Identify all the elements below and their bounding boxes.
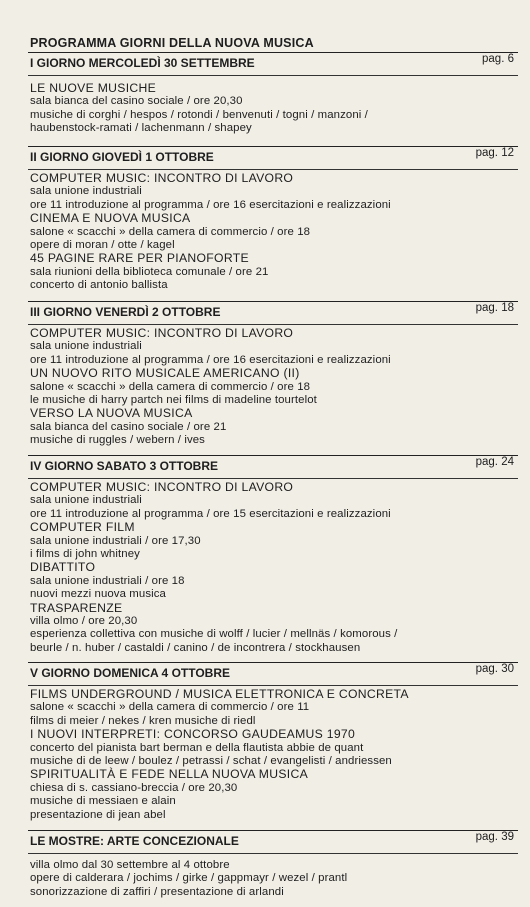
event-detail: musiche di ruggles / webern / ives xyxy=(30,434,205,447)
section-title: I GIORNO MERCOLEDÌ 30 SETTEMBRE xyxy=(30,56,255,70)
event-detail: musiche di de leew / boulez / petrassi / schat / evangelisti / andriessen xyxy=(30,755,392,768)
section-header xyxy=(28,456,518,479)
event-detail: sala unione industriali xyxy=(30,494,142,507)
section-header xyxy=(28,53,518,76)
section-content xyxy=(28,170,518,293)
event-title: SPIRITUALITÀ E FEDE NELLA NUOVA MUSICA xyxy=(30,767,309,782)
event-detail: musiche di messiaen e alain xyxy=(30,795,176,808)
section-title: LE MOSTRE: ARTE CONCEZIONALE xyxy=(30,834,239,848)
event-detail: beurle / n. huber / castaldi / canino / de incontrera / stockhausen xyxy=(30,641,361,654)
section-header xyxy=(28,831,518,854)
event-detail: ore 11 introduzione al programma / ore 16 esercitazioni e realizzazioni xyxy=(30,198,391,211)
event-title: COMPUTER MUSIC: INCONTRO DI LAVORO xyxy=(30,326,294,340)
exhibition-section xyxy=(28,830,518,899)
event-detail: opere di calderara / jochims / girke / gappmayr / wezel / prantl xyxy=(30,872,348,885)
event-title: COMPUTER MUSIC: INCONTRO DI LAVORO xyxy=(30,480,294,494)
event-detail: opere di moran / otte / kagel xyxy=(30,239,175,252)
section-content xyxy=(28,479,518,655)
page-reference: pag. 18 xyxy=(475,302,514,314)
day-section-4 xyxy=(28,455,518,655)
section-title: IV GIORNO SABATO 3 OTTOBRE xyxy=(30,459,219,473)
event-detail: sala unione industriali xyxy=(30,185,142,198)
section-title: III GIORNO VENERDÌ 2 OTTOBRE xyxy=(30,305,221,319)
event-title: COMPUTER FILM xyxy=(30,520,135,535)
event-detail: chiesa di s. cassiano-breccia / ore 20,30 xyxy=(30,781,238,794)
event-detail: musiche di corghi / hespos / rotondi / benvenuti / togni / manzoni / xyxy=(30,108,368,121)
event-detail: haubenstock-ramati / lachenmann / shapey xyxy=(30,122,252,135)
event-detail: sala unione industriali / ore 17,30 xyxy=(30,534,201,547)
page-reference: pag. 30 xyxy=(475,663,514,675)
page-reference: pag. 6 xyxy=(482,53,514,65)
event-detail: le musiche di harry partch nei films di madeline tourtelot xyxy=(30,394,317,407)
event-title: COMPUTER MUSIC: INCONTRO DI LAVORO xyxy=(30,171,294,185)
event-detail: sala unione industriali / ore 18 xyxy=(30,574,185,587)
event-detail: films di meier / nekes / kren musiche di riedl xyxy=(30,714,256,727)
section-content xyxy=(28,686,518,822)
event-detail: ore 11 introduzione al programma / ore 16 esercitazioni e realizzazioni xyxy=(30,353,391,366)
section-content xyxy=(28,76,518,136)
event-detail: salone « scacchi » della camera di commercio / ore 11 xyxy=(30,701,310,714)
event-detail: salone « scacchi » della camera di commercio / ore 18 xyxy=(30,225,311,238)
event-title: DIBATTITO xyxy=(30,560,96,575)
event-title: TRASPARENZE xyxy=(30,600,123,615)
day-section-5 xyxy=(28,662,518,822)
event-detail: ore 11 introduzione al programma / ore 15 esercitazioni e realizzazioni xyxy=(30,507,391,520)
event-detail: sala bianca del casino sociale / ore 20,30 xyxy=(30,95,243,108)
event-title: FILMS UNDERGROUND / MUSICA ELETTRONICA E CONCRETA xyxy=(30,687,409,701)
section-title: II GIORNO GIOVEDÌ 1 OTTOBRE xyxy=(30,150,214,164)
section-header xyxy=(28,147,518,170)
event-detail: sonorizzazione di zaffiri / presentazione di arlandi xyxy=(30,885,284,898)
section-title: V GIORNO DOMENICA 4 OTTOBRE xyxy=(30,666,231,680)
page-reference: pag. 12 xyxy=(475,147,514,159)
event-detail: villa olmo dal 30 settembre al 4 ottobre xyxy=(30,859,230,871)
event-title: VERSO LA NUOVA MUSICA xyxy=(30,406,193,421)
day-section-2 xyxy=(28,146,518,293)
section-header xyxy=(28,302,518,325)
event-title: 45 PAGINE RARE PER PIANOFORTE xyxy=(30,251,249,266)
event-title: LE NUOVE MUSICHE xyxy=(30,81,157,95)
event-detail: concerto di antonio ballista xyxy=(30,279,168,292)
page-title: PROGRAMMA GIORNI DELLA NUOVA MUSICA xyxy=(30,36,314,50)
event-detail: sala riunioni della biblioteca comunale / ore 21 xyxy=(30,265,269,278)
page-reference: pag. 24 xyxy=(475,456,514,468)
event-detail: concerto del pianista bart berman e della flautista abbie de quant xyxy=(30,741,364,754)
page-reference: pag. 39 xyxy=(475,831,514,843)
event-detail: sala unione industriali xyxy=(30,340,142,353)
event-title: CINEMA E NUOVA MUSICA xyxy=(30,211,191,226)
event-detail: esperienza collettiva con musiche di wolff / lucier / mellnäs / komorous / xyxy=(30,628,398,641)
day-section-3 xyxy=(28,301,518,448)
event-title: I NUOVI INTERPRETI: CONCORSO GAUDEAMUS 1970 xyxy=(30,727,356,742)
event-detail: presentazione di jean abel xyxy=(30,808,166,821)
event-title: UN NUOVO RITO MUSICALE AMERICANO (II) xyxy=(30,366,300,381)
day-section-1 xyxy=(28,52,518,136)
event-detail: nuovi mezzi nuova musica xyxy=(30,588,166,601)
section-content xyxy=(28,854,518,899)
section-header xyxy=(28,663,518,686)
event-detail: salone « scacchi » della camera di commercio / ore 18 xyxy=(30,380,311,393)
event-detail: sala bianca del casino sociale / ore 21 xyxy=(30,420,227,433)
section-content xyxy=(28,325,518,448)
event-detail: i films di john whitney xyxy=(30,548,140,561)
event-detail: villa olmo / ore 20,30 xyxy=(30,615,138,628)
